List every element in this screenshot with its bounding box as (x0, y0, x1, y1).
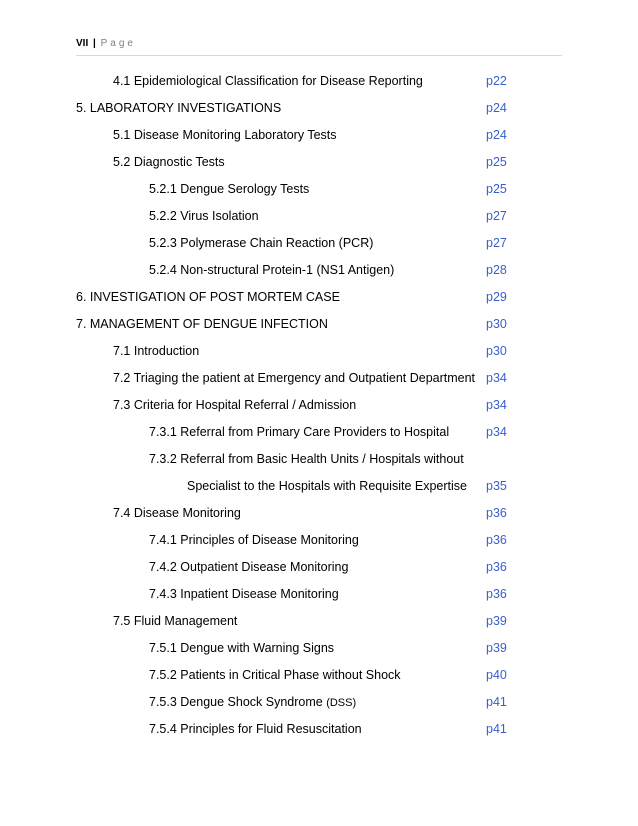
toc-page-7-4-2: p36 (486, 560, 507, 574)
toc-entry-7-5: 7.5 Fluid Management (113, 614, 238, 628)
toc-entry-5-1: 5.1 Disease Monitoring Laboratory Tests (113, 128, 337, 142)
toc-page-7-1: p30 (486, 344, 507, 358)
toc-page-4-1: p22 (486, 74, 507, 88)
toc-page-7-5-3: p41 (486, 695, 507, 709)
toc-entry-7-5-3-abbrev: (DSS) (326, 697, 357, 709)
page-header (76, 37, 562, 56)
toc-page-5: p24 (486, 101, 507, 115)
toc-entry-7: 7. MANAGEMENT OF DENGUE INFECTION (76, 317, 328, 331)
toc-page-5-2: p25 (486, 155, 507, 169)
toc-entry-7-4-1: 7.4.1 Principles of Disease Monitoring (149, 533, 359, 547)
toc-page-7-4-3: p36 (486, 587, 507, 601)
toc-entry-7-3-2: 7.3.2 Referral from Basic Health Units / Hospitals without (149, 452, 464, 466)
toc-entry-7-3-1: 7.3.1 Referral from Primary Care Providers to Hospital (149, 425, 450, 439)
toc-entry-5-2: 5.2 Diagnostic Tests (113, 155, 225, 169)
toc-entry-7-3-2-continued: Specialist to the Hospitals with Requisite Expertise (187, 479, 467, 493)
toc-page-5-1: p24 (486, 128, 507, 142)
toc-page-7-4: p36 (486, 506, 507, 520)
toc-page-5-2-1: p25 (486, 182, 507, 196)
toc-entry-4-1: 4.1 Epidemiological Classification for Disease Reporting (113, 74, 423, 88)
toc-entry-5-2-3: 5.2.3 Polymerase Chain Reaction (PCR) (149, 236, 374, 250)
toc-page-7-4-1: p36 (486, 533, 507, 547)
toc-entry-5-2-1: 5.2.1 Dengue Serology Tests (149, 182, 310, 196)
toc-page-7-3: p34 (486, 398, 507, 412)
toc-entry-5: 5. LABORATORY INVESTIGATIONS (76, 101, 282, 115)
toc-entry-5-2-4: 5.2.4 Non-structural Protein-1 (NS1 Antigen) (149, 263, 395, 277)
toc-page-6: p29 (486, 290, 507, 304)
toc-page-7: p30 (486, 317, 507, 331)
toc-page-7-5-1: p39 (486, 641, 507, 655)
page-label: Page (100, 38, 136, 49)
toc-entry-7-5-3-text: 7.5.3 Dengue Shock Syndrome (149, 695, 323, 709)
toc-entry-7-5-2: 7.5.2 Patients in Critical Phase without Shock (149, 668, 401, 682)
page-number: VII (76, 38, 89, 49)
toc-entry-7-5-3 (149, 692, 356, 712)
toc-page-5-2-4: p28 (486, 263, 507, 277)
toc-entry-7-4: 7.4 Disease Monitoring (113, 506, 241, 520)
toc-entry-7-1: 7.1 Introduction (113, 344, 200, 358)
toc-entry-6: 6. INVESTIGATION OF POST MORTEM CASE (76, 290, 340, 304)
toc-page-5-2-2: p27 (486, 209, 507, 223)
page-separator: | (93, 38, 96, 49)
toc-entry-7-2: 7.2 Triaging the patient at Emergency and Outpatient Department (113, 371, 476, 385)
toc-entry-7-5-1: 7.5.1 Dengue with Warning Signs (149, 641, 335, 655)
toc-page-5-2-3: p27 (486, 236, 507, 250)
toc-page-7-3-2: p35 (486, 479, 507, 493)
toc-entry-7-3: 7.3 Criteria for Hospital Referral / Admission (113, 398, 357, 412)
toc-entry-7-4-3: 7.4.3 Inpatient Disease Monitoring (149, 587, 339, 601)
toc-entry-5-2-2: 5.2.2 Virus Isolation (149, 209, 259, 223)
toc-page-7-2: p34 (486, 371, 507, 385)
toc-entry-7-4-2: 7.4.2 Outpatient Disease Monitoring (149, 560, 349, 574)
toc-entry-7-5-4: 7.5.4 Principles for Fluid Resuscitation (149, 722, 362, 736)
toc-page-7-3-1: p34 (486, 425, 507, 439)
toc-page-7-5-4: p41 (486, 722, 507, 736)
toc-page-7-5: p39 (486, 614, 507, 628)
toc-page-7-5-2: p40 (486, 668, 507, 682)
